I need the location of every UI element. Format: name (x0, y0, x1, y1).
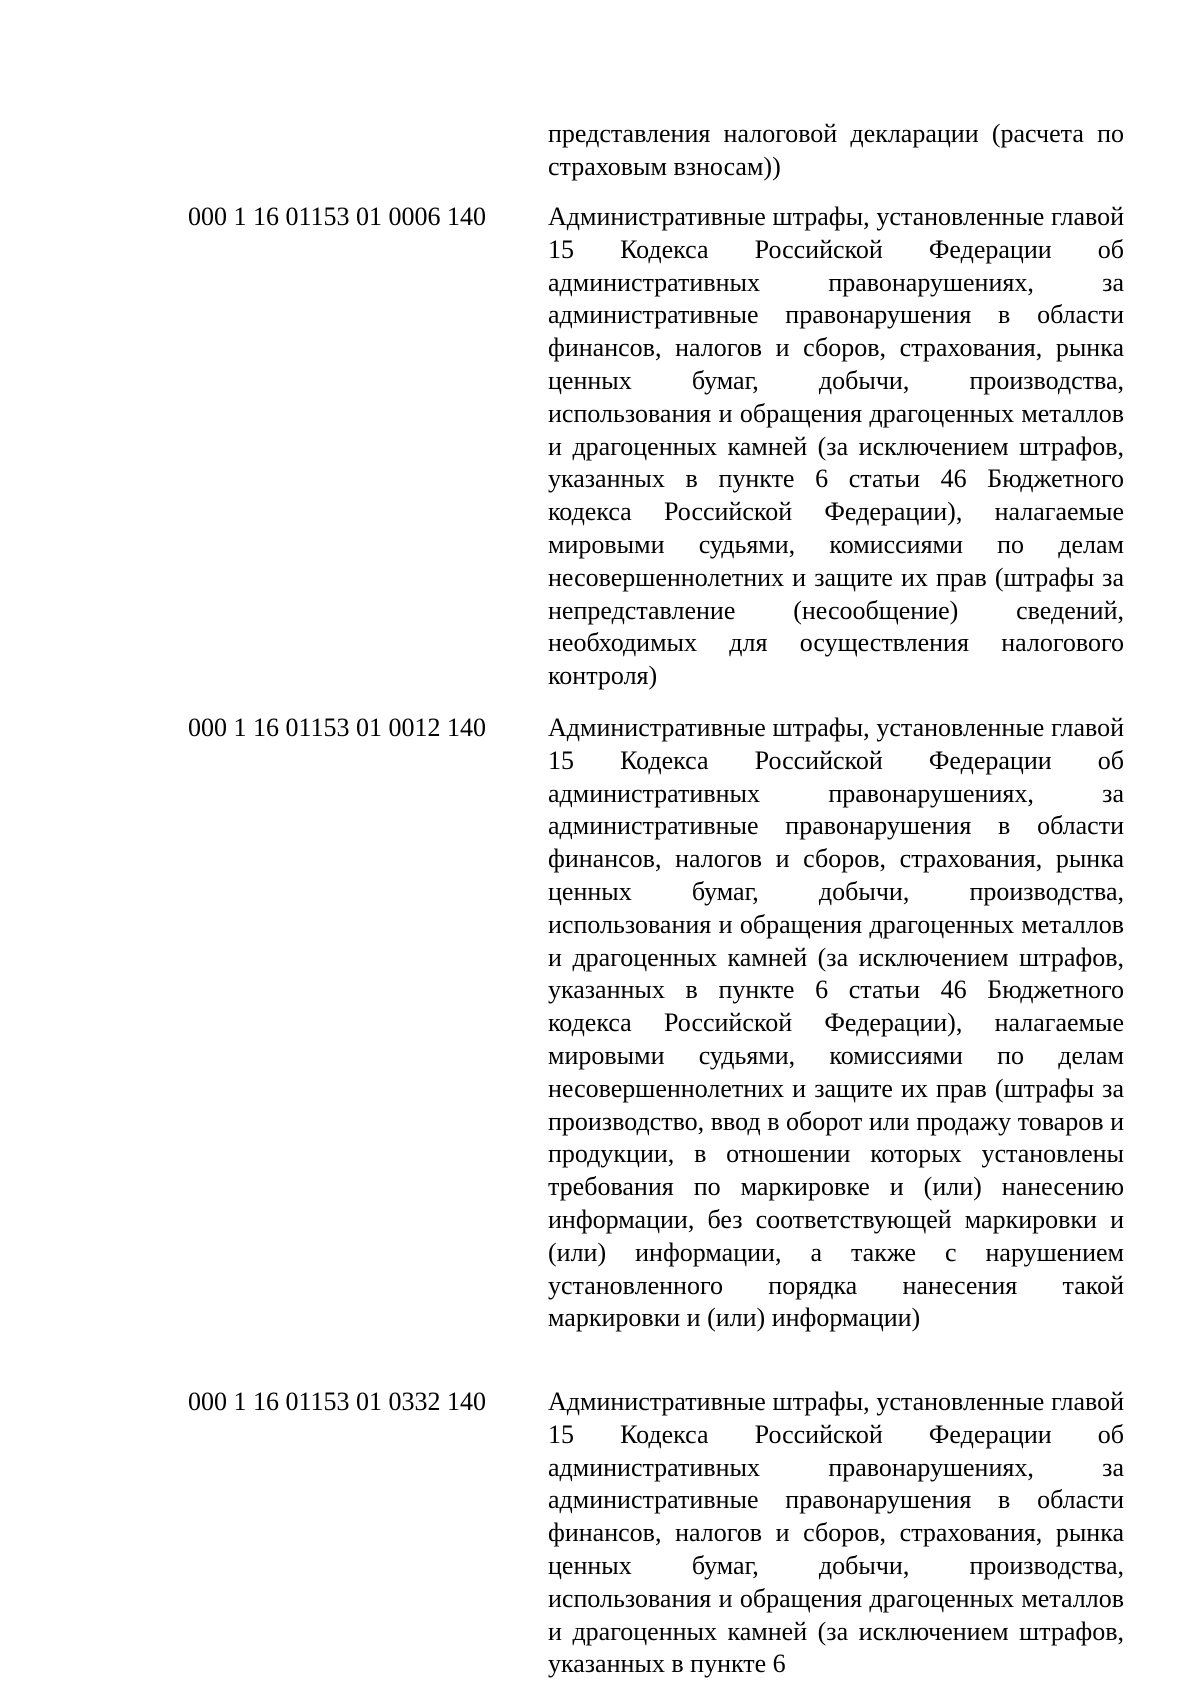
row-description: Административные штрафы, установленные главой 15 Кодекса Российской Федерации об административных правонарушениях, за административные правонарушения в области финансов, налогов и сборов, страхования, рынка ценных бумаг, добычи, производства, использования и обращения драгоценных металлов и драгоценных камней (за исключением штрафов, указанных в пункте 6 (548, 1387, 1124, 1679)
budget-code: 000 1 16 01153 01 0332 140 (188, 1387, 487, 1416)
row-description: Административные штрафы, установленные главой 15 Кодекса Российской Федерации об административных правонарушениях, за административные правонарушения в области финансов, налогов и сборов, страхования, рынка ценных бумаг, добычи, производства, использования и обращения драгоценных металлов и драгоценных камней (за исключением штрафов, указанных в пункте 6 статьи 46 Бюджетного кодекса Российской Федерации), налагаемые мировыми судьями, комиссиями по делам несовершеннолетних и защите их прав (штрафы за производство, ввод в оборот или продажу товаров и продукции, в отношении которых установлены требования по маркировке и (или) нанесению информации, без соответствующей маркировки и (или) информации, а также с нарушением установленного порядка нанесения такой маркировки и (или) информации) (548, 713, 1124, 1333)
row-description: представления налоговой декларации (расчета по страховым взносам)) (548, 119, 1124, 181)
row-description: Административные штрафы, установленные главой 15 Кодекса Российской Федерации об административных правонарушениях, за административные правонарушения в области финансов, налогов и сборов, страхования, рынка ценных бумаг, добычи, производства, использования и обращения драгоценных металлов и драгоценных камней (за исключением штрафов, указанных в пункте 6 статьи 46 Бюджетного кодекса Российской Федерации), налагаемые мировыми судьями, комиссиями по делам несовершеннолетних и защите их прав (штрафы за непредставление (несообщение) сведений, необходимых для осуществления налогового контроля) (548, 202, 1124, 691)
budget-code: 000 1 16 01153 01 0012 140 (188, 713, 487, 742)
budget-code: 000 1 16 01153 01 0006 140 (188, 202, 487, 231)
